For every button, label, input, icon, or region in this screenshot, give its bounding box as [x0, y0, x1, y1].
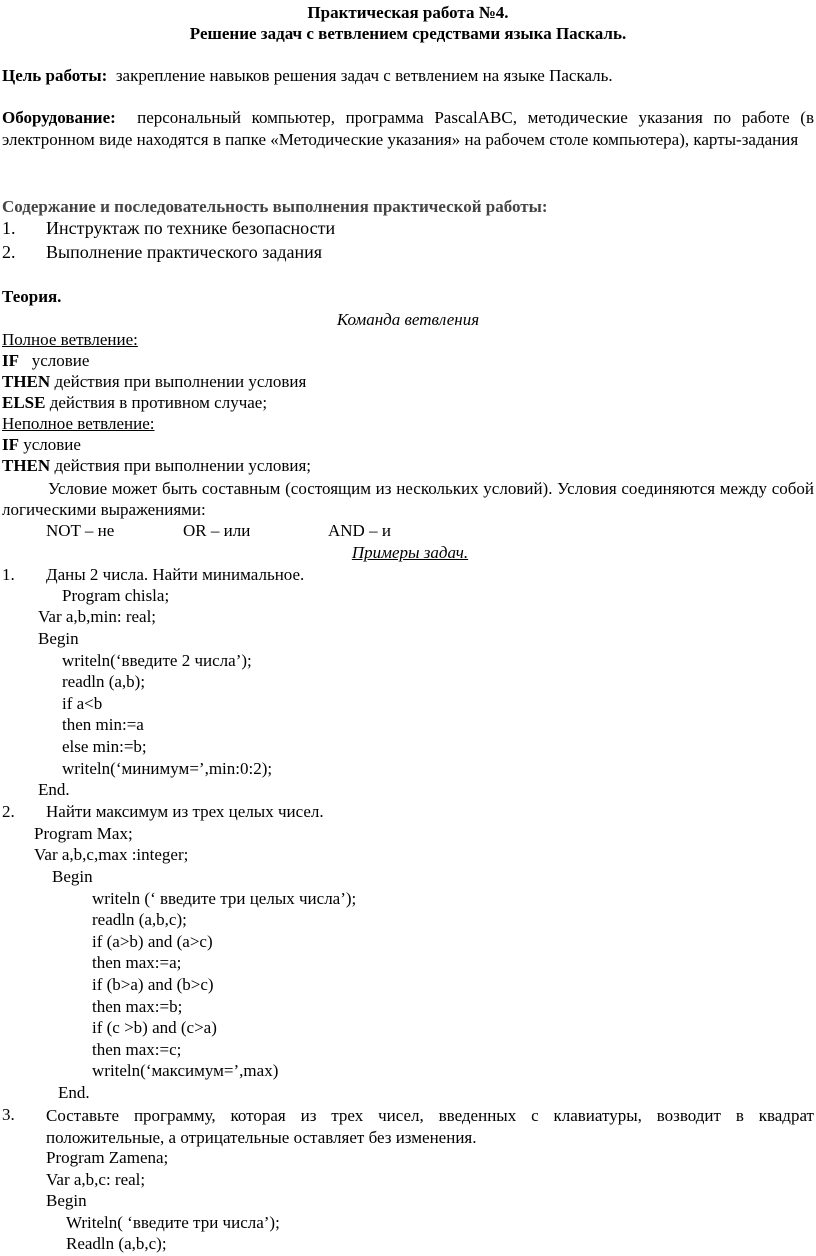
content-item-num: 1. [2, 218, 16, 238]
code-line: else min:=b; [62, 737, 147, 756]
page-subtitle: Решение задач с ветвлением средствами языка Паскаль. [189, 24, 627, 43]
task-title [2, 802, 324, 822]
code-line: Program Max; [34, 824, 133, 843]
task-number: 2. [2, 802, 15, 821]
goal-label: Цель работы: [2, 66, 108, 85]
content-item-num: 2. [2, 242, 16, 262]
code-line: Var a,b,c: real; [46, 1170, 146, 1189]
content-item [2, 242, 322, 262]
code-line: Writeln( ‘введите три числа’); [66, 1213, 280, 1232]
code-line: then max:=c; [92, 1040, 182, 1059]
task-title [2, 565, 304, 585]
code-line: then min:=a [62, 715, 144, 734]
code-line: writeln(‘введите 2 числа’); [62, 651, 252, 670]
code-line: writeln(‘минимум=’,min:0:2); [62, 759, 273, 778]
keyword: ELSE [2, 393, 46, 412]
code-line: then max:=b; [92, 997, 183, 1016]
operator-or: OR – или [183, 521, 251, 540]
content-item [2, 218, 335, 238]
keyword: THEN [2, 456, 51, 475]
code-line: Var a,b,min: real; [38, 607, 157, 626]
equipment-text: персональный компьютер, программа PascalABC, методические указания по работе (в электронном виде находятся в папке «Методические указания» на рабочем столе компьютера), карты-задания [2, 108, 814, 149]
code-line: Begin [38, 629, 79, 648]
content-item-text: Инструктаж по технике безопасности [46, 218, 336, 238]
syntax-text: условие [23, 435, 81, 454]
code-line: then max:=a; [92, 953, 182, 972]
condition-paragraph: Условие может быть составным (состоящим из нескольких условий). Условия соединяются между собой логическими выражениями: [2, 479, 814, 519]
equipment-paragraph [2, 107, 814, 151]
code-line: Program Zamena; [46, 1148, 169, 1167]
syntax-line [2, 393, 267, 413]
code-line: Program chisla; [62, 586, 170, 605]
goal-line [2, 66, 613, 86]
task-title-text: Составьте программу, которая из трех чисел, введенных с клавиатуры, возводит в квадрат положительные, а отрицательные оставляет без изменения. [46, 1106, 814, 1147]
code-line: if (b>a) and (b>c) [92, 975, 214, 994]
full-branch-label: Полное ветвление: [2, 330, 138, 349]
syntax-text: действия при выполнении условия [54, 372, 307, 391]
code-line: writeln(‘максимум=’,max) [92, 1061, 279, 1080]
operator-and: AND – и [328, 521, 391, 540]
keyword: IF [2, 435, 19, 454]
code-line: Readln (a,b,c); [66, 1234, 167, 1253]
keyword: IF [2, 351, 19, 370]
task-title-text: Даны 2 числа. Найти минимальное. [46, 565, 305, 584]
syntax-text: действия в противном случае; [49, 393, 268, 412]
code-line: Begin [52, 867, 93, 886]
code-line: readln (a,b,c); [92, 910, 187, 929]
code-line: readln (a,b); [62, 672, 146, 691]
syntax-line [2, 456, 311, 476]
syntax-text: условие [31, 351, 90, 370]
operator-not: NOT – не [46, 521, 115, 540]
code-line: if (a>b) and (a>c) [92, 932, 213, 951]
code-line: End. [38, 780, 70, 799]
code-line: Begin [46, 1191, 87, 1210]
content-item-text: Выполнение практического задания [46, 242, 323, 262]
code-line: End. [58, 1083, 90, 1102]
goal-text: закрепление навыков решения задач с ветвлением на языке Паскаль. [115, 66, 613, 85]
syntax-line [2, 372, 306, 392]
syntax-line [2, 351, 89, 371]
theory-heading: Теория. [2, 287, 62, 306]
task-title-text: Найти максимум из трех целых чисел. [46, 802, 324, 821]
task-number: 3. [2, 1105, 15, 1124]
code-line: if (c >b) and (c>a) [92, 1018, 217, 1037]
page-title: Практическая работа №4. [307, 3, 509, 22]
keyword: THEN [2, 372, 51, 391]
code-line: writeln (‘ введите три целых числа’); [92, 889, 357, 908]
syntax-text: действия при выполнении условия; [54, 456, 312, 475]
content-heading: Содержание и последовательность выполнения практической работы: [2, 197, 548, 216]
syntax-line [2, 435, 81, 455]
partial-branch-label: Неполное ветвление: [2, 414, 155, 433]
equipment-label: Оборудование: [2, 108, 116, 127]
code-line: if a<b [62, 694, 103, 713]
theory-subheading: Команда ветвления [336, 310, 480, 329]
code-line: Var a,b,c,max :integer; [34, 845, 189, 864]
examples-heading: Примеры задач. [351, 543, 469, 562]
task-number: 1. [2, 565, 15, 584]
